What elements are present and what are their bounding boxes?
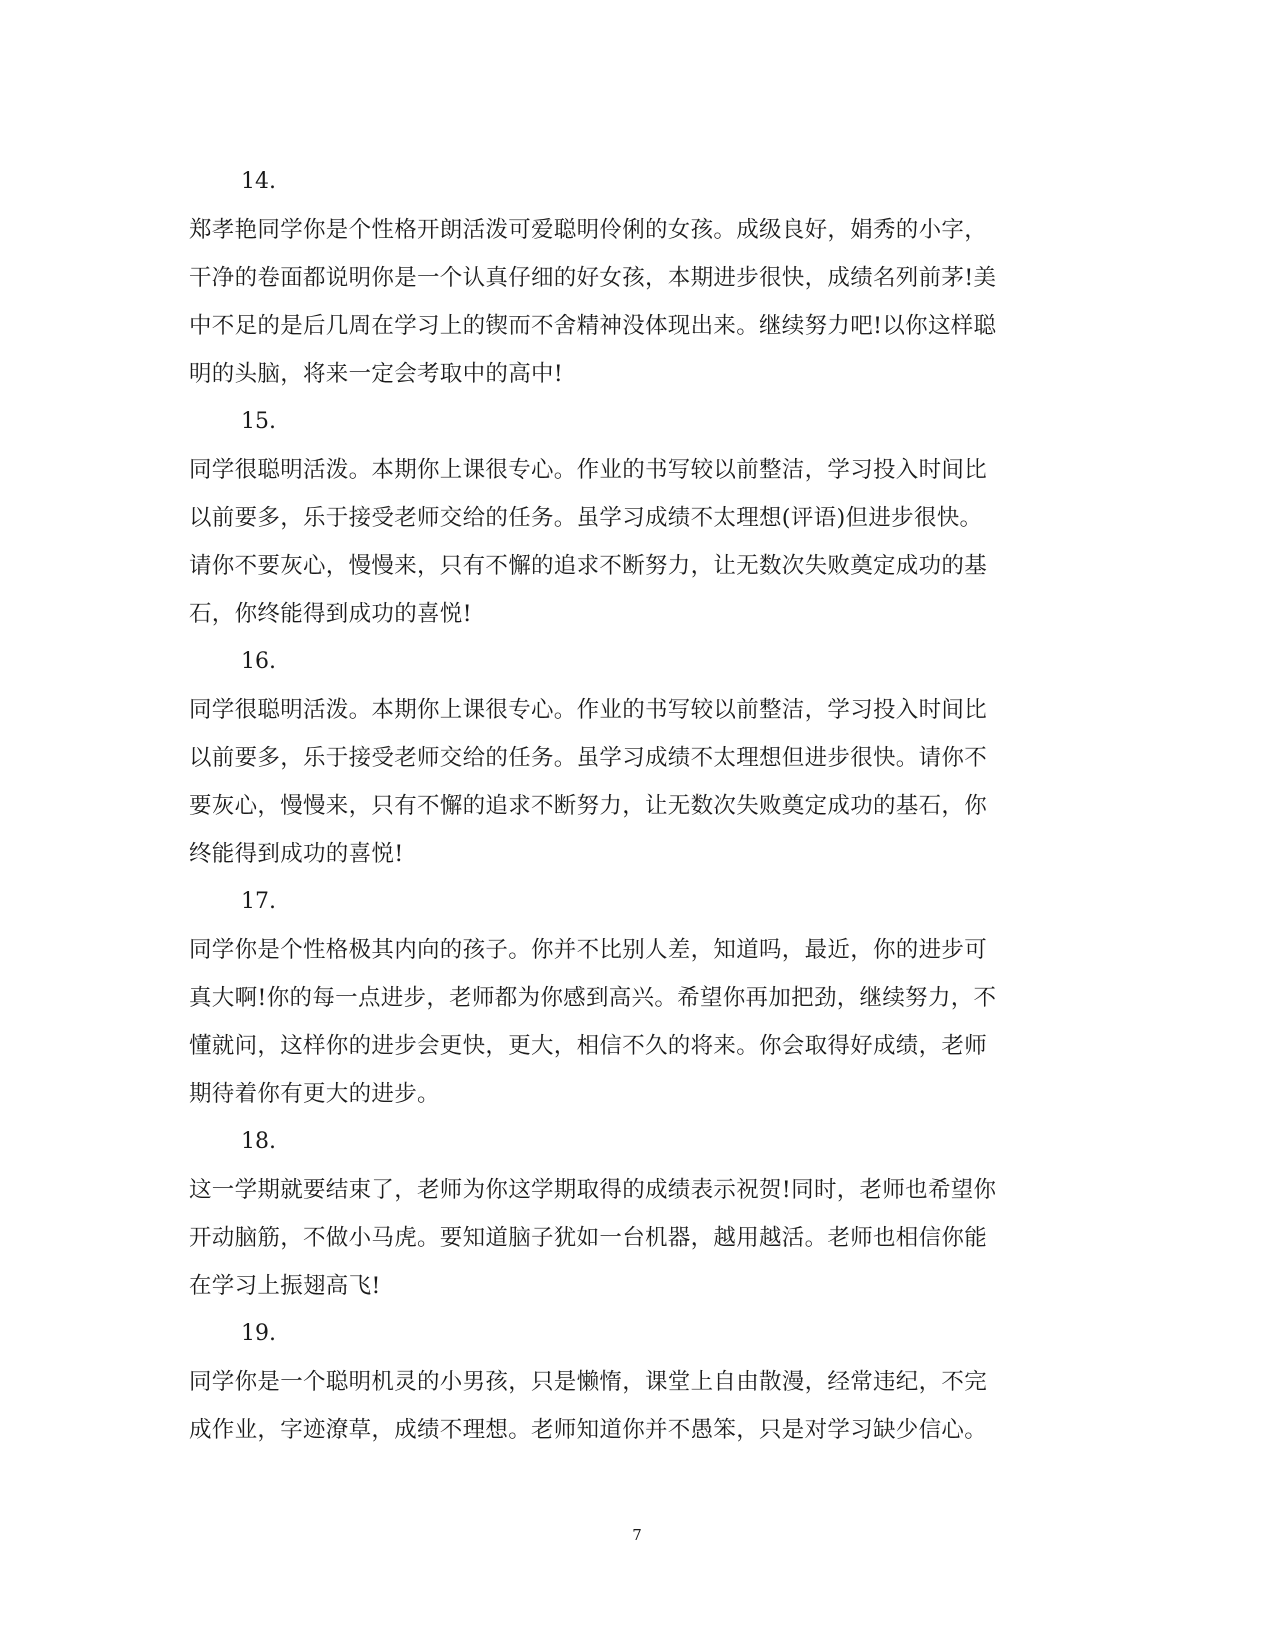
entry-text-line: 同学你是个性格极其内向的孩子。你并不比别人差，知道吗，最近，你的进步可 [189, 937, 988, 963]
entry-text-line: 期待着你有更大的进步。 [189, 1081, 440, 1107]
entry-number: 17. [241, 889, 276, 914]
entry-text-line: 懂就问，这样你的进步会更快，更大，相信不久的将来。你会取得好成绩，老师 [189, 1033, 988, 1059]
entry-number: 16. [241, 649, 276, 674]
entry-text-line: 石，你终能得到成功的喜悦! [189, 601, 472, 627]
entry-text-line: 真大啊!你的每一点进步，老师都为你感到高兴。希望你再加把劲，继续努力，不 [189, 985, 997, 1011]
entry-text-line: 郑孝艳同学你是个性格开朗活泼可爱聪明伶俐的女孩。成级良好，娟秀的小字， [189, 217, 988, 243]
entry-text-line: 干净的卷面都说明你是一个认真仔细的好女孩，本期进步很快，成绩名列前茅!美 [189, 265, 997, 291]
entry-text-line: 开动脑筋，不做小马虎。要知道脑子犹如一台机器，越用越活。老师也相信你能 [189, 1225, 988, 1251]
entry-15 [189, 398, 1069, 638]
document-body [189, 158, 1069, 1454]
entry-16 [189, 638, 1069, 878]
entry-text-line: 终能得到成功的喜悦! [189, 841, 404, 867]
entry-text-line: 明的头脑，将来一定会考取中的高中! [189, 361, 564, 387]
entry-text-line: 同学很聪明活泼。本期你上课很专心。作业的书写较以前整洁，学习投入时间比 [189, 697, 988, 723]
entry-text-line: 以前要多，乐于接受老师交给的任务。虽学习成绩不太理想(评语)但进步很快。 [189, 505, 983, 531]
entry-number: 15. [241, 409, 276, 434]
entry-19 [189, 1310, 1069, 1454]
entry-text-line: 成作业，字迹潦草，成绩不理想。老师知道你并不愚笨，只是对学习缺少信心。 [189, 1417, 988, 1443]
entry-17 [189, 878, 1069, 1118]
entry-text-line: 要灰心，慢慢来，只有不懈的追求不断努力，让无数次失败奠定成功的基石，你 [189, 793, 988, 819]
entry-text-line: 这一学期就要结束了，老师为你这学期取得的成绩表示祝贺!同时，老师也希望你 [189, 1177, 997, 1203]
entry-text-line: 同学你是一个聪明机灵的小男孩，只是懒惰，课堂上自由散漫，经常违纪，不完 [189, 1369, 988, 1395]
entry-text-line: 请你不要灰心，慢慢来，只有不懈的追求不断努力，让无数次失败奠定成功的基 [189, 553, 988, 579]
page-number: 7 [632, 1526, 642, 1544]
entry-text-line: 同学很聪明活泼。本期你上课很专心。作业的书写较以前整洁，学习投入时间比 [189, 457, 988, 483]
entry-number: 19. [241, 1321, 276, 1346]
entry-18 [189, 1118, 1069, 1310]
entry-14 [189, 158, 1069, 398]
entry-text-line: 以前要多，乐于接受老师交给的任务。虽学习成绩不太理想但进步很快。请你不 [189, 745, 988, 771]
entry-text-line: 在学习上振翅高飞! [189, 1273, 381, 1299]
entry-number: 14. [241, 169, 276, 194]
entry-number: 18. [241, 1129, 276, 1154]
entry-text-line: 中不足的是后几周在学习上的锲而不舍精神没体现出来。继续努力吧!以你这样聪 [189, 313, 997, 339]
